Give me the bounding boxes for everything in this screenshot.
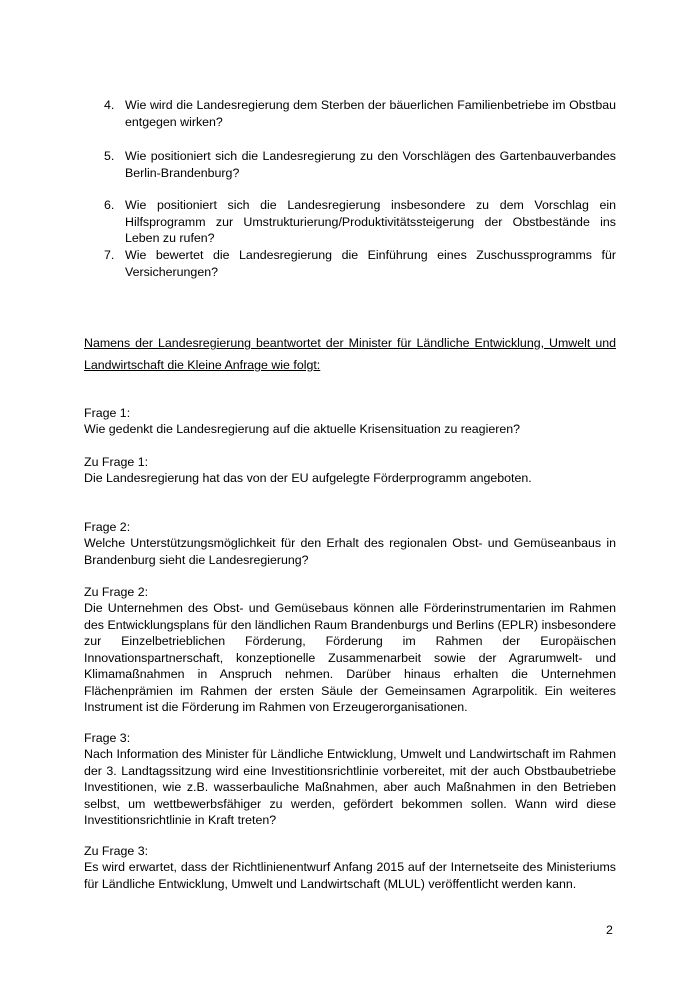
question-item	[84, 247, 616, 280]
question-text: Wie bewertet die Landesregierung die Einführung eines Zuschussprogramms für Versicherungen?	[125, 248, 616, 279]
question-label: Frage 2:	[84, 520, 131, 534]
answer-label: Zu Frage 2:	[84, 585, 149, 599]
answer-intro: Namens der Landesregierung beantwortet der Minister für Ländliche Entwicklung, Umwelt und Landwirtschaft die Kleine Anfrage wie folgt:	[84, 336, 616, 372]
question-label: Frage 1:	[84, 406, 131, 420]
answer-text: Es wird erwartet, dass der Richtlinienentwurf Anfang 2015 auf der Internetseite des Ministeriums für Ländliche Entwicklung, Umwelt und Landwirtschaft (MLUL) veröffentlicht werden kann.	[84, 860, 616, 891]
answer-label: Zu Frage 3:	[84, 844, 149, 858]
answer-text: Die Landesregierung hat das von der EU aufgelegte Förderprogramm angeboten.	[84, 471, 532, 485]
page-number: 2	[606, 923, 613, 937]
question-text: Wie wird die Landesregierung dem Sterben der bäuerlichen Familienbetriebe im Obstbau entgegen wirken?	[125, 98, 616, 129]
question-item	[84, 148, 616, 181]
question-text: Nach Information des Minister für Ländliche Entwicklung, Umwelt und Landwirtschaft im Rahmen der 3. Landtagssitzung wird eine Investitionsrichtlinie vorbereitet, mit der auch Obstbaubetriebe Investitionen, wie z.B. wasserbauliche Maßnahmen, aber auch Maßnahmen in den Betrieben selbst, um wettbewerbsfähiger zu werden, gefördert bekommen sollen. Wann wird diese Investitionsrichtlinie in Kraft treten?	[84, 747, 616, 827]
answer-text: Die Unternehmen des Obst- und Gemüsebaus können alle Förderinstrumentarien im Rahmen des Entwicklungsplans für den ländlichen Raum Brandenburgs und Berlins (EPLR) insbesondere zur Einzelbetrieblichen Förderung, Förderung im Rahmen der Europäischen Innovationspartnerschaft, konzeptionelle Zusammenarbeit sowie der Agrarumwelt- und Klimamaßnahmen in Anspruch nehmen. Darüber hinaus erhalten die Unternehmen Flächenprämien im Rahmen der ersten Säule der Gemeinsamen Agrarpolitik. Ein weiteres Instrument ist die Förderung im Rahmen von Erzeugerorganisationen.	[84, 601, 616, 714]
question-item	[84, 197, 616, 247]
question-text: Wie gedenkt die Landesregierung auf die aktuelle Krisensituation zu reagieren?	[84, 422, 521, 436]
question-number: 6.	[104, 198, 115, 212]
question-text: Wie positioniert sich die Landesregierung insbesondere zu dem Vorschlag ein Hilfsprogramm zur Umstrukturierung/Produktivitätssteigerung der Obstbestände ins Leben zu rufen?	[125, 198, 616, 245]
question-number: 4.	[104, 98, 115, 112]
question-number: 5.	[104, 149, 115, 163]
question-text: Wie positioniert sich die Landesregierung zu den Vorschlägen des Gartenbauverbandes Berlin-Brandenburg?	[125, 149, 616, 180]
question-item	[84, 97, 616, 130]
question-text: Welche Unterstützungsmöglichkeit für den Erhalt des regionalen Obst- und Gemüseanbaus in Brandenburg sieht die Landesregierung?	[84, 536, 616, 567]
answer-label: Zu Frage 1:	[84, 455, 149, 469]
question-number: 7.	[104, 248, 115, 262]
question-label: Frage 3:	[84, 731, 131, 745]
